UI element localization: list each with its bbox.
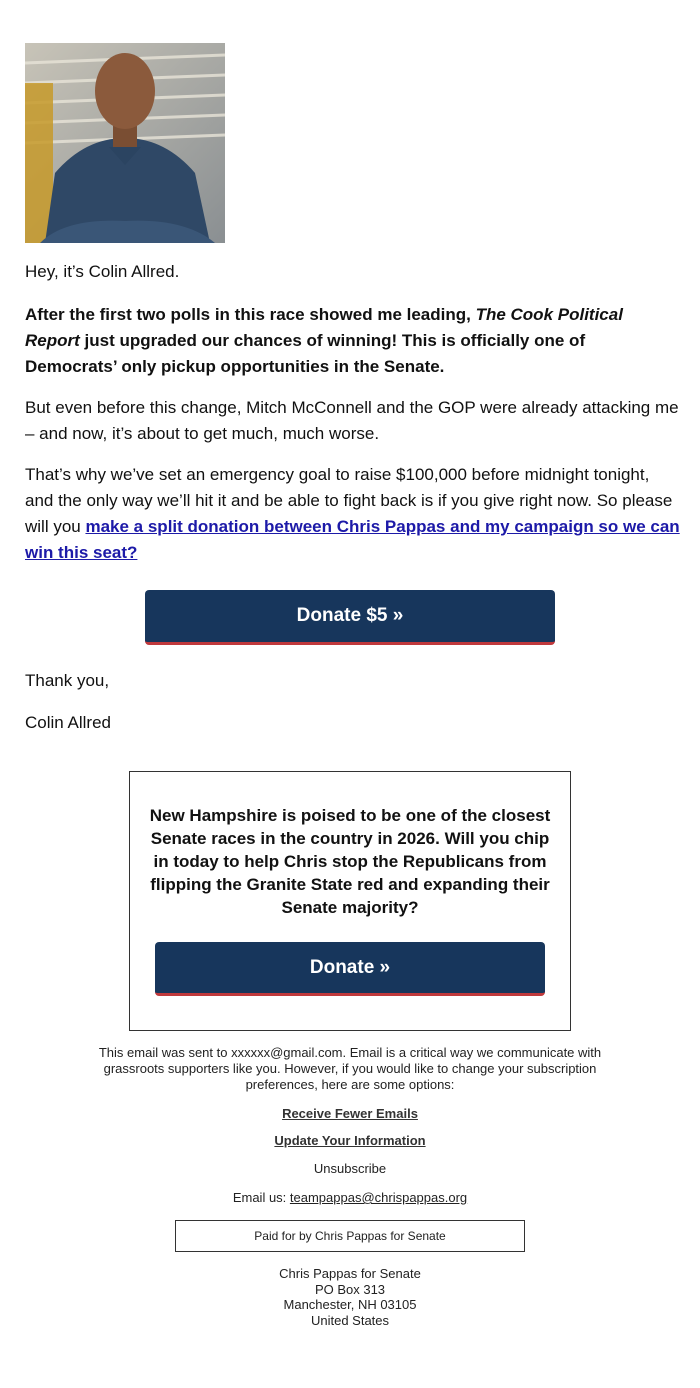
unsubscribe-link[interactable]: Unsubscribe xyxy=(313,1161,387,1176)
paragraph-3-text: That’s why we’ve set an emergency goal to raise $100,000 before midnight tonight, and the only way we’ll hit it and be able to fight back is if you give right now. So please will you xyxy=(25,465,673,536)
address-line-2: PO Box 313 xyxy=(314,1281,386,1297)
donate-5-button[interactable]: Donate $5 » xyxy=(145,590,555,645)
footer-note: This email was sent to xxxxxx@gmail.com. Email is a critical way we communicate with grassroots supporters like you. However, if you would like to change your subscription preferences, here are some options: xyxy=(98,1045,602,1092)
paragraph-3 xyxy=(25,462,680,566)
mailing-address xyxy=(0,1266,700,1328)
lead-text-1: After the first two polls in this race showed me leading, xyxy=(25,305,476,324)
callout-text: New Hampshire is poised to be one of the closest Senate races in the country in 2026. Will you chip in today to help Chris stop the Republicans from flipping the Granite State red and expanding their Senate majority? xyxy=(149,806,551,917)
address-line-4: United States xyxy=(310,1312,390,1328)
greeting: Hey, it’s Colin Allred. xyxy=(25,262,180,281)
email-us xyxy=(0,1190,700,1206)
email-label: Email us: xyxy=(232,1190,290,1205)
receive-fewer-wrap xyxy=(0,1106,700,1122)
split-donation-link[interactable]: make a split donation between Chris Pappas and my campaign so we can win this seat? xyxy=(25,517,680,562)
portrait-photo xyxy=(25,43,225,243)
signature: Colin Allred xyxy=(25,713,111,732)
receive-fewer-emails-link[interactable]: Receive Fewer Emails xyxy=(282,1106,418,1121)
sign-off: Thank you, xyxy=(25,671,110,690)
address-line-3: Manchester, NH 03105 xyxy=(283,1297,417,1312)
paragraph-2: But even before this change, Mitch McConnell and the GOP were already attacking me – and now, it’s about to get much, much worse. xyxy=(25,398,679,443)
donate-button[interactable]: Donate » xyxy=(155,942,545,996)
update-information-link[interactable]: Update Your Information xyxy=(274,1133,426,1148)
lead-paragraph xyxy=(25,302,680,380)
callout-box xyxy=(129,771,571,1031)
publication-name: The Cook Political Report xyxy=(25,305,623,350)
portrait-photo-icon xyxy=(25,43,225,243)
update-info-wrap xyxy=(0,1133,700,1149)
email-address-link[interactable]: teampappas@chrispappas.org xyxy=(289,1190,468,1205)
paid-for-disclaimer: Paid for by Chris Pappas for Senate xyxy=(175,1220,525,1252)
address-line-1: Chris Pappas for Senate xyxy=(279,1266,421,1281)
lead-text-2: just upgraded our chances of winning! This is officially one of Democrats’ only pickup opportunities in the Senate. xyxy=(25,331,586,376)
